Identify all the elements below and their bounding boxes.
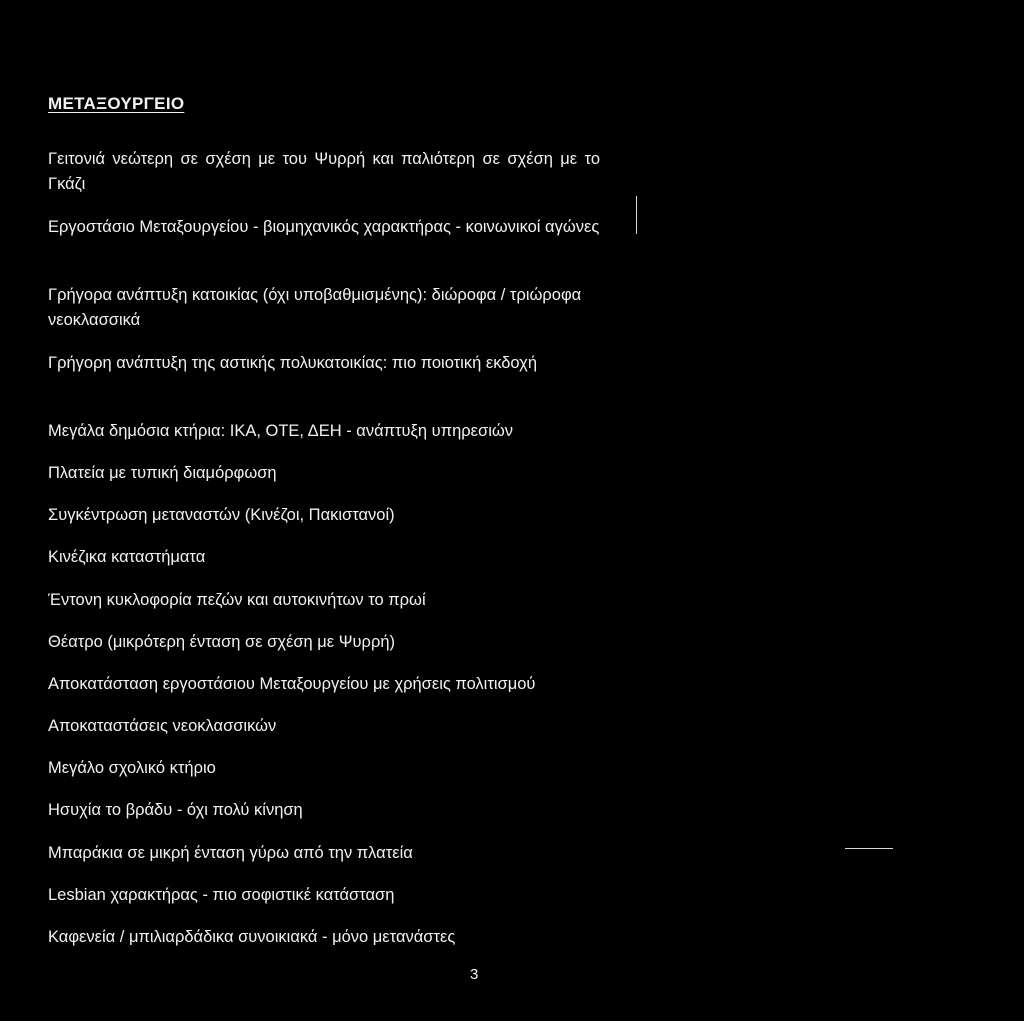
list-item: Μεγάλα δημόσια κτήρια: ΙΚΑ, ΟΤΕ, ΔΕΗ - ανάπτυξη υπηρεσιών <box>48 422 513 440</box>
list-item: Μπαράκια σε μικρή ένταση γύρω από την πλατεία <box>48 844 413 862</box>
list-item: Γρήγορα ανάπτυξη κατοικίας (όχι υποβαθμισμένης): διώροφα / τριώροφα νεοκλασσικά <box>48 286 582 329</box>
list-item: Lesbian χαρακτήρας - πιο σοφιστικέ κατάσταση <box>48 886 395 904</box>
list-item: Αποκαταστάσεις νεοκλασσικών <box>48 717 277 735</box>
list-item: Ησυχία το βράδυ - όχι πολύ κίνηση <box>48 801 303 819</box>
list-item: Πλατεία με τυπική διαμόρφωση <box>48 464 277 482</box>
list-item: Καφενεία / μπιλιαρδάδικα συνοικιακά - μόνο μετανάστες <box>48 928 456 946</box>
list-item: Εργοστάσιο Μεταξουργείου - βιομηχανικός χαρακτήρας - κοινωνικοί αγώνες <box>48 218 600 236</box>
list-item: Έντονη κυκλοφορία πεζών και αυτοκινήτων το πρωί <box>48 591 426 609</box>
scan-artifact-vertical-line <box>636 196 637 234</box>
list-item: Αποκατάσταση εργοστάσιου Μεταξουργείου με χρήσεις πολιτισμού <box>48 675 536 693</box>
list-item: Κινέζικα καταστήματα <box>48 548 206 566</box>
list-item: Θέατρο (μικρότερη ένταση σε σχέση με Ψυρρή) <box>48 633 395 651</box>
scan-artifact-horizontal-line <box>845 848 893 849</box>
list-item: Συγκέντρωση μεταναστών (Κινέζοι, Πακιστανοί) <box>48 506 395 524</box>
list-item: Μεγάλο σχολικό κτήριο <box>48 759 216 777</box>
page-number: 3 <box>470 966 479 983</box>
document-title: ΜΕΤΑΞΟΥΡΓΕΙΟ <box>48 94 185 113</box>
list-item: Γρήγορη ανάπτυξη της αστικής πολυκατοικίας: πιο ποιοτική εκδοχή <box>48 354 538 372</box>
list-item: Γειτονιά νεώτερη σε σχέση με του Ψυρρή και παλιότερη σε σχέση με το Γκάζι <box>48 150 600 193</box>
